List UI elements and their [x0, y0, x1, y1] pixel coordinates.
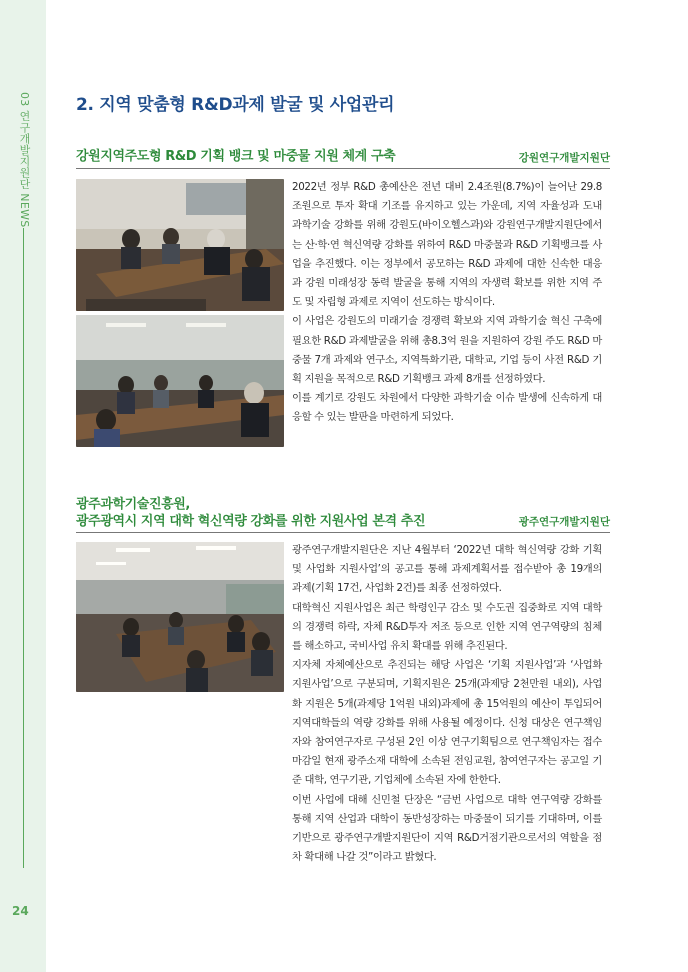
sidebar	[0, 0, 46, 972]
section2-title-line1: 광주과학기술진흥원,	[76, 497, 190, 512]
section2-header	[76, 496, 610, 533]
section2-org: 광주연구개발지원단	[518, 516, 610, 528]
section-label: 03 연구개발지원단 NEWS	[18, 92, 31, 228]
section2-paragraph-4: 이번 사업에 대해 신민철 단장은 “금번 사업으로 대학 연구역량 강화를 통해 지역 산업과 대학이 동반성장하는 마중물이 되기를 기대하며, 이를 기반으로 광주연구개발지원단이 지역 R&D거점기관으로서의 역할을 점차 확대해 나갈 것”이라고 밝혔다.	[292, 793, 602, 864]
section1-paragraph-1: 2022년 정부 R&D 총예산은 전년 대비 2.4조원(8.7%)이 늘어난 29.8조원으로 투자 확대 기조를 유지하고 있는 가운데, 지역 자율성과 도내 과학기술 강화를 위해 강원도(바이오헬스과)와 강원연구개발지원단에서는 산·학·연 혁신역량 강화를 위하여 R&D 마중물과 R&D 기획뱅크를 사업을 추진했다. 이는 정부에서 공모하는 R&D 과제에 대한 신속한 대응과 강원 미래성장 동력 발굴을 통해 지역의 자생력 확보를 위한 지역 주도 및 자립형 과제로 지역이 선도하는 방식이다.	[292, 181, 602, 309]
section1-title: 강원지역주도형 R&D 기획 뱅크 및 마중물 지원 체계 구축	[76, 149, 396, 164]
section1-paragraph-2: 이 사업은 강원도의 미래기술 경쟁력 확보와 지역 과학기술 혁신 구축에 필요한 R&D 과제발굴을 위해 총8.3억 원을 지원하여 강원 주도 R&D 마중물 7개 과제와 연구소, 지역특화기관, 대학교, 기업 등이 사전 R&D 기획 지원을 목적으로 R&D 기획뱅크 과제 8개를 선정하였다.	[292, 315, 602, 386]
section2-paragraph-2: 대학혁신 지원사업은 최근 학령인구 감소 및 수도권 집중화로 지역 대학의 경쟁력 하락, 자체 R&D투자 저조 등으로 인한 지역 연구역량의 침체를 해소하고, 국비사업 유치 확대를 위해 추진된다.	[292, 601, 602, 653]
section1-header	[76, 148, 610, 169]
page-title: 2. 지역 맞춤형 R&D과제 발굴 및 사업관리	[76, 95, 395, 115]
meeting-photo-1	[76, 179, 284, 311]
section2-title-line2: 광주광역시 지역 대학 혁신역량 강화를 위한 지원사업 본격 추진	[76, 514, 426, 529]
section1-paragraph-3: 이를 계기로 강원도 차원에서 다양한 과학기술 이슈 발생에 신속하게 대응할 수 있는 발판을 마련하게 되었다.	[292, 392, 602, 424]
section1-org: 강원연구개발지원단	[518, 152, 610, 164]
section1-body	[292, 178, 602, 428]
section2-paragraph-1: 광주연구개발지원단은 지난 4월부터 ‘2022년 대학 혁신역량 강화 기획 및 사업화 지원사업’의 공고를 통해 과제계획서를 접수받아 총 19개의 과제(기획 17건, 사업화 2건)를 최종 선정하였다.	[292, 544, 602, 595]
section2-body	[292, 541, 602, 867]
section2-paragraph-3: 지자체 자체예산으로 추진되는 해당 사업은 ‘기획 지원사업’과 ‘사업화 지원사업’으로 구분되며, 기획지원은 25개(과제당 2천만원 내외), 사업화 지원은 5개(과제당 1억원 내외)과제에 총 15억원의 예산이 투입되어 지역대학들의 역량 강화를 위해 사용될 예정이다. 신청 대상은 연구책임자와 참여연구자로 구성된 2인 이상 연구기획팀으로 연구책임자는 접수 마감일 현재 광주소재 대학에 소속된 전임교원, 참여연구자는 공고일 기준 대학, 연구기관, 기업체에 소속된 자에 한한다.	[292, 659, 602, 787]
sidebar-divider	[23, 228, 24, 868]
meeting-photo-2	[76, 315, 284, 447]
meeting-photo-3	[76, 542, 284, 692]
page-number: 24	[12, 904, 29, 918]
